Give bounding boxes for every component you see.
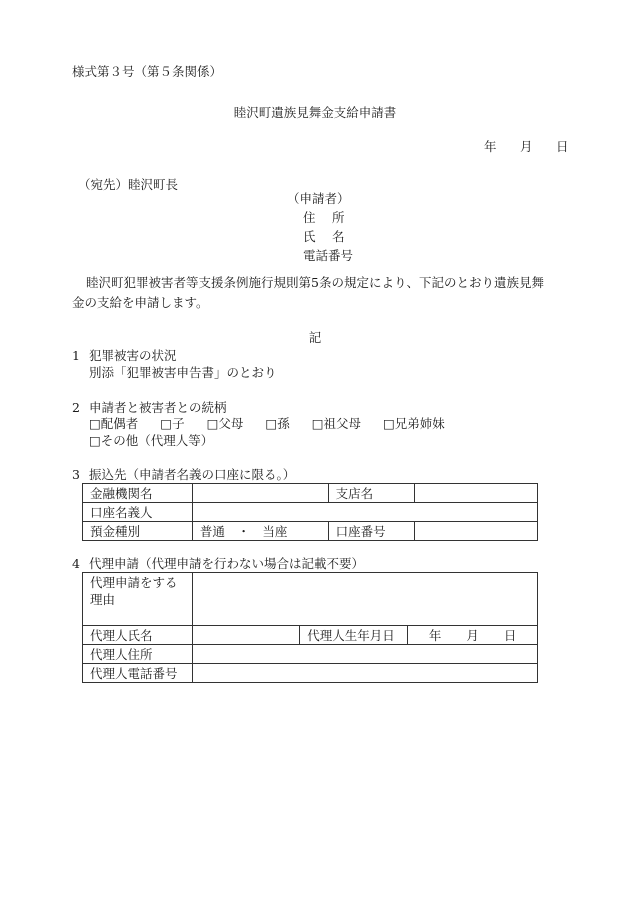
- agent-address-field[interactable]: [192, 645, 537, 664]
- agent-birthdate-label: 代理人生年月日: [300, 626, 408, 645]
- section2-title: 申請者と被害者との続柄: [89, 400, 227, 415]
- agent-address-label: 代理人住所: [83, 645, 193, 664]
- application-date: [484, 139, 568, 155]
- proxy-application-table: [82, 572, 538, 683]
- agent-phone-field[interactable]: [192, 664, 537, 683]
- table-row: [83, 664, 538, 683]
- relationship-options: [89, 416, 463, 432]
- proxy-reason-field[interactable]: [192, 573, 537, 626]
- agent-phone-label: 代理人電話番号: [83, 664, 193, 683]
- option-sibling[interactable]: □兄弟姉妹: [382, 416, 445, 431]
- table-row: [83, 626, 538, 645]
- bank-name-label: 金融機関名: [83, 484, 193, 503]
- option-spouse[interactable]: □配偶者: [89, 416, 139, 431]
- agent-name-field[interactable]: [192, 626, 299, 645]
- applicant-address-label: 住 所: [303, 210, 345, 225]
- option-parent[interactable]: □父母: [206, 416, 244, 431]
- table-row: [83, 645, 538, 664]
- branch-field[interactable]: [414, 484, 537, 503]
- section1-number: 1: [72, 348, 80, 363]
- table-row: [83, 484, 538, 503]
- proxy-reason-label: 代理申請をする理由: [83, 573, 193, 626]
- account-number-label: 口座番号: [328, 522, 414, 541]
- option-child[interactable]: □子: [160, 416, 185, 431]
- date-year: 年: [484, 139, 497, 154]
- document-title: 睦沢町遺族見舞金支給申請書: [233, 105, 397, 120]
- applicant-phone-label: 電話番号: [303, 248, 354, 263]
- table-row: [83, 522, 538, 541]
- applicant-label: （申請者）: [287, 191, 350, 206]
- date-day: 日: [555, 139, 569, 154]
- agent-name-label: 代理人氏名: [83, 626, 193, 645]
- option-grandchild[interactable]: □孫: [265, 416, 290, 431]
- section1-note: 別添「犯罪被害申告書」のとおり: [89, 365, 277, 380]
- section4-heading: [72, 556, 364, 572]
- section3-title: 振込先（申請者名義の口座に限る。）: [89, 467, 296, 482]
- section2-number: 2: [72, 400, 80, 415]
- option-grandparent[interactable]: □祖父母: [311, 416, 361, 431]
- agent-birthdate-field[interactable]: 年 月 日: [408, 626, 538, 645]
- section4-number: 4: [72, 556, 80, 571]
- ki-heading: 記: [308, 330, 322, 345]
- table-row: [83, 573, 538, 626]
- section2-heading: [72, 400, 227, 416]
- deposit-type-field[interactable]: 普通 ・ 当座: [192, 522, 328, 541]
- table-row: [83, 503, 538, 522]
- applicant-name-label: 氏 名: [303, 229, 345, 244]
- section4-title: 代理申請（代理申請を行わない場合は記載不要）: [89, 556, 365, 571]
- bank-account-table: [82, 483, 538, 541]
- applicant-block: [287, 191, 353, 267]
- section3-heading: [72, 467, 295, 483]
- section3-number: 3: [72, 467, 80, 482]
- addressee: （宛先）睦沢町長: [78, 177, 179, 192]
- form-number: 様式第３号（第５条関係）: [72, 64, 223, 79]
- account-holder-field[interactable]: [192, 503, 537, 522]
- branch-label: 支店名: [328, 484, 414, 503]
- date-month: 月: [519, 139, 533, 154]
- deposit-type-label: 預金種別: [83, 522, 193, 541]
- section1-title: 犯罪被害の状況: [89, 348, 177, 363]
- bank-name-field[interactable]: [192, 484, 328, 503]
- section1-heading: [72, 348, 177, 364]
- account-holder-label: 口座名義人: [83, 503, 193, 522]
- application-statement: 睦沢町犯罪被害者等支援条例施行規則第5条の規定により、下記のとおり遺族見舞金の支給を申請します。: [72, 275, 544, 310]
- option-other[interactable]: □その他（代理人等）: [89, 433, 214, 448]
- account-number-field[interactable]: [414, 522, 537, 541]
